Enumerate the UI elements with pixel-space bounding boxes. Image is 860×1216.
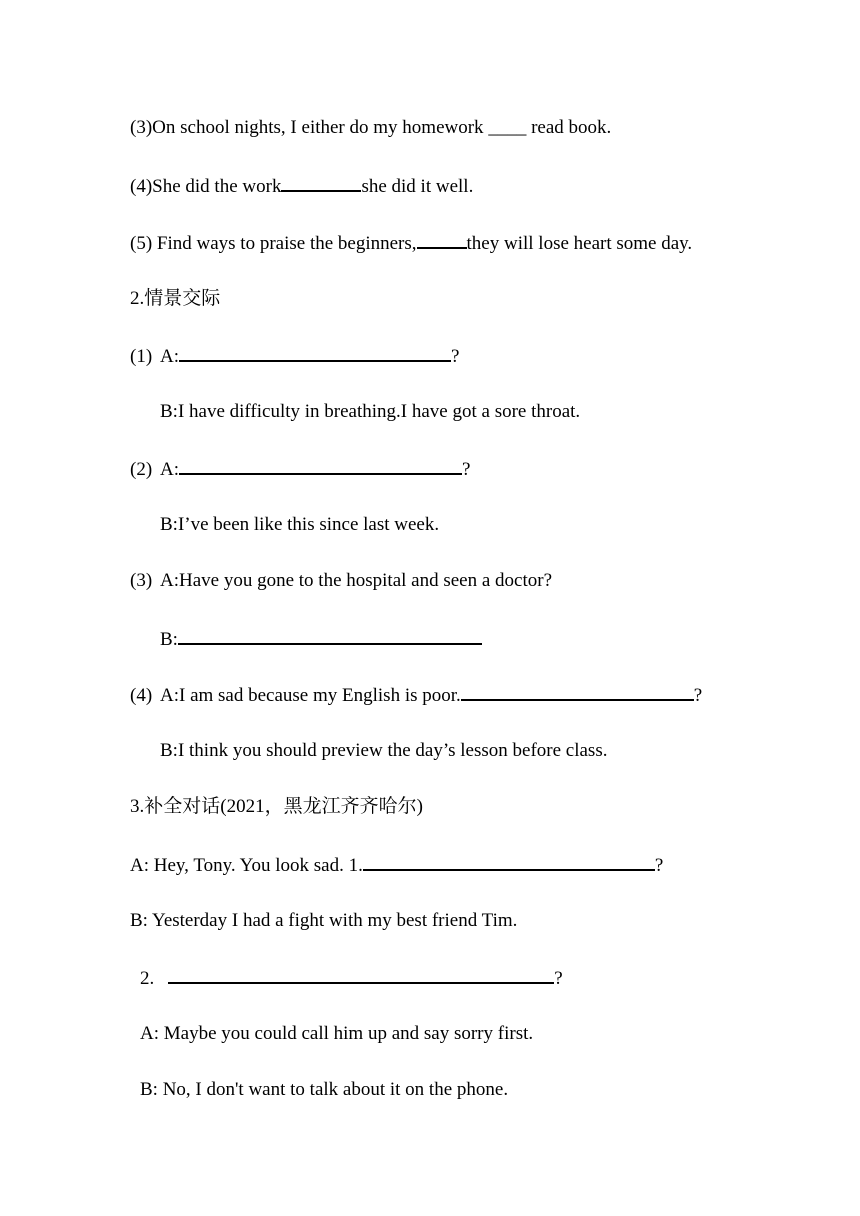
item-3-text-before: (3)On school nights, I either do my homework [130,117,489,138]
dialogue-line-4: A: Maybe you could call him up and say sorry first. [140,1023,534,1044]
item-4-text-after: she did it well. [361,176,474,197]
dialogue-blank-2[interactable] [168,965,554,984]
q2-a-label: A: [160,459,179,480]
q4-number: (4) [130,685,153,706]
q2-a-line [130,456,470,482]
q2-b-line: B:I’ve been like this since last week. [160,514,440,535]
dialogue-blank-1[interactable] [363,852,655,871]
q4-a-line [130,682,702,708]
item-5-blank[interactable] [417,230,467,249]
q1-b-line: B:I have difficulty in breathing.I have got a sore throat. [160,401,581,422]
dialogue-line-3-end: ? [554,968,563,989]
q1-a-label: A: [160,346,179,367]
section-3-heading: 3.补全对话(2021，黑龙江齐齐哈尔) [130,796,423,817]
q3-b-line [160,626,482,652]
item-4 [130,173,473,199]
q3-b-label: B: [160,629,178,650]
section-2-heading: 2.情景交际 [130,288,221,309]
q2-a-blank[interactable] [179,456,462,475]
q4-a-text: A:I am sad because my English is poor. [160,685,461,706]
q4-b-line: B:I think you should preview the day’s lesson before class. [160,740,608,761]
dialogue-line-1-text: A: Hey, Tony. You look sad. 1. [130,855,363,876]
item-5-text-after: they will lose heart some day. [466,233,693,254]
q3-b-blank[interactable] [178,626,482,645]
item-5 [130,230,692,256]
q1-number: (1) [130,346,153,367]
q3-number: (3) [130,570,153,591]
item-3-blank: ____ [488,117,527,138]
q1-a-blank[interactable] [179,343,451,362]
dialogue-line-2: B: Yesterday I had a fight with my best friend Tim. [130,910,518,931]
item-4-text-before: (4)She did the work [130,176,282,197]
q3-a-text: A:Have you gone to the hospital and seen a doctor? [160,570,553,591]
item-4-blank[interactable] [281,173,361,192]
dialogue-line-1 [130,852,663,878]
q4-a-blank[interactable] [461,682,694,701]
q2-number: (2) [130,459,153,480]
q2-a-end: ? [462,459,471,480]
q4-a-end: ? [693,685,703,706]
q1-a-line [130,343,459,369]
item-3-text-after: read book. [526,117,612,138]
dialogue-line-3 [140,965,563,991]
dialogue-line-1-end: ? [654,855,664,876]
dialogue-line-3-number: 2. [140,968,155,989]
item-5-text-before: (5) Find ways to praise the beginners, [130,233,417,254]
dialogue-line-5: B: No, I don't want to talk about it on the phone. [140,1079,509,1100]
q3-a-line [130,569,552,593]
item-3 [130,116,611,140]
q1-a-end: ? [451,346,460,367]
